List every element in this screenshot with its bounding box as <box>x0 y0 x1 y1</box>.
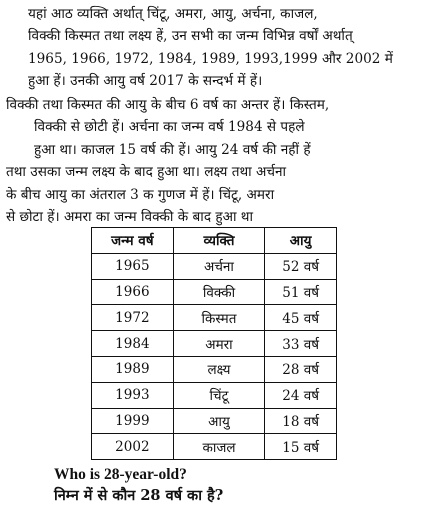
intro-line: हुआ हें। उनकी आयु वर्ष 2017 के सन्दर्भ में हें। <box>28 73 263 90</box>
puzzle-clues-paragraph <box>6 94 416 228</box>
table-row <box>92 356 337 382</box>
person-cell: किस्मत <box>173 305 265 331</box>
table-row <box>92 253 337 279</box>
age-cell: 28 वर्ष <box>265 356 337 382</box>
birth-year-cell: 2002 <box>92 434 174 460</box>
table-row <box>92 382 337 408</box>
clue-line: विक्की से छोटी हें। अर्चना का जन्म वर्ष 1984 से पहले <box>34 119 305 136</box>
birth-year-cell: 1989 <box>92 356 174 382</box>
person-cell: चिंटू <box>173 382 265 408</box>
birth-year-cell: 1999 <box>92 408 174 434</box>
age-cell: 52 वर्ष <box>265 253 337 279</box>
person-cell: विक्की <box>173 279 265 305</box>
solution-table <box>91 227 337 460</box>
age-cell: 33 वर्ष <box>265 331 337 357</box>
person-cell: अर्चना <box>173 253 265 279</box>
age-cell: 24 वर्ष <box>265 382 337 408</box>
clue-line: से छोटा हें। अमरा का जन्म विक्की के बाद हुआ था <box>6 209 253 226</box>
birth-year-cell: 1972 <box>92 305 174 331</box>
table-row <box>92 279 337 305</box>
birth-year-cell: 1984 <box>92 331 174 357</box>
age-cell: 45 वर्ष <box>265 305 337 331</box>
table-header-row <box>92 228 337 254</box>
age-cell: 15 वर्ष <box>265 434 337 460</box>
age-cell: 18 वर्ष <box>265 408 337 434</box>
intro-line: 1965, 1966, 1972, 1984, 1989, 1993,1999 और 2002 में <box>28 50 393 67</box>
age-cell: 51 वर्ष <box>265 279 337 305</box>
question-english: Who is 28-year-old? <box>54 466 187 483</box>
birth-year-cell: 1965 <box>92 253 174 279</box>
question-hindi: निम्न में से कौन 28 वर्ष का है? <box>54 487 224 504</box>
header-birth-year: जन्म वर्ष <box>92 228 174 254</box>
puzzle-intro-paragraph <box>6 3 416 93</box>
table-row <box>92 434 337 460</box>
table-row <box>92 408 337 434</box>
birth-year-cell: 1966 <box>92 279 174 305</box>
person-cell: काजल <box>173 434 265 460</box>
clue-line: तथा उसका जन्म लक्ष्य के बाद हुआ था। लक्ष्य तथा अर्चना <box>6 164 287 181</box>
table-row <box>92 331 337 357</box>
clue-line: हुआ था। काजल 15 वर्ष की हें। आयु 24 वर्ष की नहीं हें <box>34 141 311 158</box>
clue-line: के बीच आयु का अंतराल 3 क गुणज में हें। चिंटू, अमरा <box>6 186 275 203</box>
header-person: व्यक्ति <box>173 228 265 254</box>
table-row <box>92 305 337 331</box>
person-cell: आयु <box>173 408 265 434</box>
intro-line: विक्की किस्मत तथा लक्ष्य हें, उन सभी का जन्म विभिन्न वर्षों अर्थात् <box>28 28 353 45</box>
person-cell: अमरा <box>173 331 265 357</box>
intro-line: यहां आठ व्यक्ति अर्थात् चिंटू, अमरा, आयु, अर्चना, काजल, <box>28 6 318 22</box>
header-age: आयु <box>265 228 337 254</box>
birth-year-cell: 1993 <box>92 382 174 408</box>
clue-line: विक्की तथा किस्मत की आयु के बीच 6 वर्ष का अन्तर हें। किस्तम, <box>6 97 330 113</box>
person-cell: लक्ष्य <box>173 356 265 382</box>
